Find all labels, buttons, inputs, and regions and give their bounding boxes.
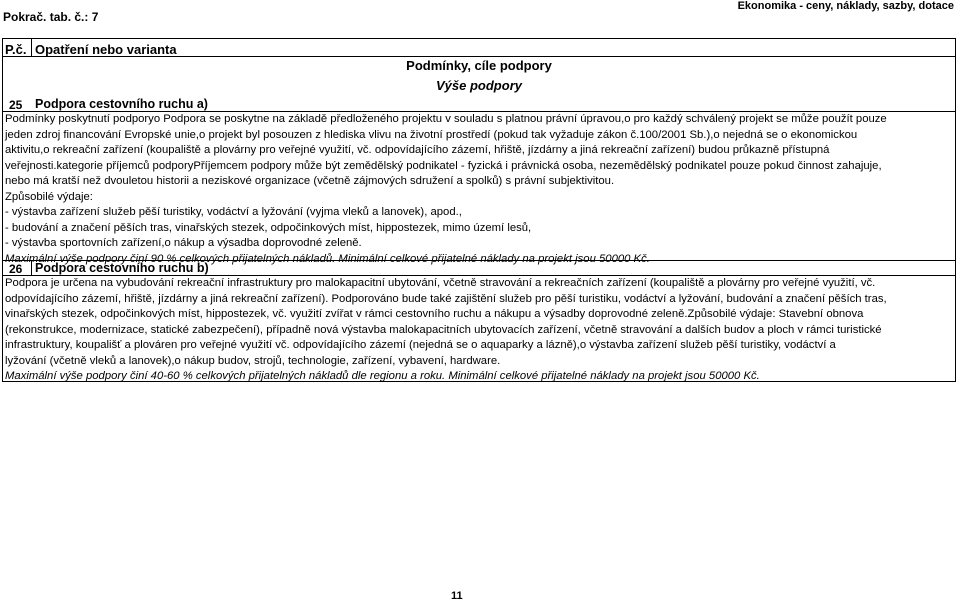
section-25-line: Způsobilé výdaje: (5, 190, 93, 203)
section-25-line: aktivitu,o rekreační zařízení (koupaliště a plovárny pro veřejné využití, vč. odpovídajícího zázemí, hřiště, jízdárny a jiná rekreační zařízení) budou průkazně přístupná (5, 144, 830, 156)
measures-table (2, 38, 956, 382)
section-26-line: infrastruktury, koupališť a plováren pro veřejné využití vč. odpovídajícího zázemí (nejedná se o aquaparky a lázně),o výstavba zařízení služeb pěší turistiky, vodáctví a (5, 339, 836, 351)
section-25-number: 25 (9, 98, 23, 112)
section-26-line: lyžování (včetně vleků a lanovek),o nákup budov, strojů, technologie, zařízení, vybavení, hardware. (5, 354, 501, 367)
section-25-line: - výstavba zařízení služeb pěší turistiky, vodáctví a lyžování (vyjma vleků a lanovek), apod., (5, 206, 462, 218)
column-header-pc: P.č. (5, 42, 27, 57)
section-25-line: Podmínky poskytnutí podporyo Podpora se poskytne na základě předloženého projektu v souladu s platnou právní úpravou,o pro každý schválený projekt se může použít pouze (5, 113, 887, 125)
section-25-line: - budování a značení pěších tras, vinařských stezek, odpočinkových míst, hippostezek, mimo území lesů, (5, 221, 532, 234)
section-25-line: veřejnosti.kategorie příjemců podporyPříjemcem podpory může být zemědělský podnikatel - fyzická i právnická osoba, nezemědělský podnikatel pouze pokud činnost zahajuje, (5, 159, 882, 172)
column-header-conditions: Podmínky, cíle podpory (406, 58, 552, 73)
table-continuation-label: Pokrač. tab. č.: 7 (3, 10, 99, 24)
document-section-title: Ekonomika - ceny, náklady, sazby, dotace (737, 0, 954, 12)
table-border-top (2, 38, 956, 39)
section-25-title: Podpora cestovního ruchu a) (35, 97, 208, 111)
section-26-amount: Maximální výše podpory činí 40-60 % celkových přijatelných nákladů dle regionu a roku. Minimální celkové přijatelné náklady na projekt jsou 50000 Kč. (5, 370, 760, 382)
section-25-amount: Maximální výše podpory činí 90 % celkových přijatelných nákladů. Minimální celkové přijatelné náklady na projekt jsou 50000 Kč. (5, 252, 650, 265)
column-header-amount: Výše podpory (436, 78, 522, 93)
section-26-line: odpovídajícího zázemí, hřiště, jízdárny a jiná rekreační zařízení). Podporováno bude také zajištění služeb pro pěší turistiku, vodáctví a lyžování, budování a značení pěších tras, (5, 292, 887, 305)
section-25-text (5, 112, 953, 267)
column-header-measure: Opatření nebo varianta (35, 42, 177, 57)
section-26-title: Podpora cestovního ruchu b) (35, 261, 209, 275)
section-26-line: vinařských stezek, odpočinkových míst, hippostezek, vč. využití zvířat v rámci cestovního ruchu a nákupu a výsadby doprovodné zeleně.Způsobilé výdaje: Stavební obnova (5, 308, 864, 320)
header-column-divider (31, 38, 32, 56)
section-26-text (5, 276, 953, 385)
section-25-line: jeden zdroj financování Evropské unie,o projekt byl posouzen z hlediska vlivu na životní prostředí (pokud tak vyžaduje zákon č.100/2001 Sb.),o nejedná se o ekonomickou (5, 128, 858, 141)
section-26-line: Podpora je určena na vybudování rekreační infrastruktury pro malokapacitní ubytování, včetně stravování a rekreačních zařízení (koupaliště a plovárny pro veřejné využití, vč. (5, 277, 876, 289)
section-25-line: - výstavba sportovních zařízení,o nákup a výsadba doprovodné zeleně. (5, 237, 362, 249)
section-26-number: 26 (9, 262, 23, 276)
section-26-line: (rekonstrukce, modernizace, statické zabezpečení), případně nová výstavba malokapacitních ubytovacích zařízení, včetně stravování a dalších budov a ploch v rámci turistické (5, 323, 882, 336)
section-25-line: nebo má kratší než dvouletou historii a neziskové organizace (včetně zájmových sdružení a spolků) s právní subjektivitou. (5, 175, 615, 187)
page-number: 11 (451, 590, 463, 602)
